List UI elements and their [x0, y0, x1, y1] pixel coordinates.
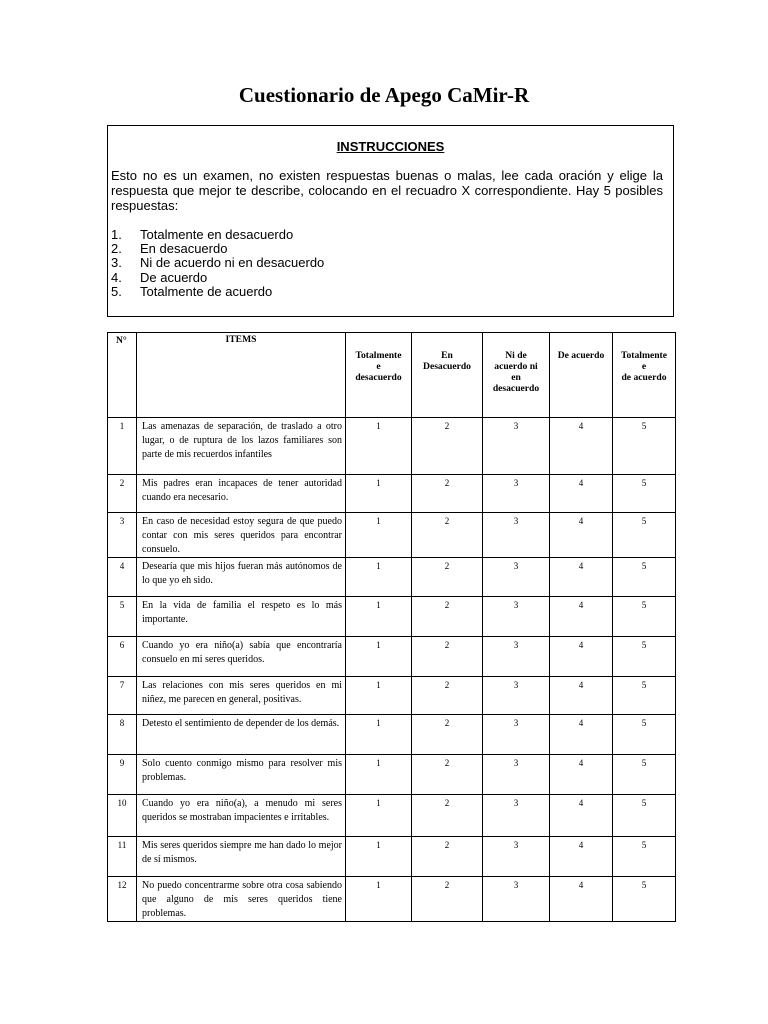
- response-option-5[interactable]: 5: [613, 475, 676, 513]
- item-number: 4: [108, 558, 137, 597]
- response-option-1[interactable]: 1: [346, 837, 412, 877]
- table-row: [108, 837, 676, 877]
- table-row: [108, 755, 676, 795]
- instructions-heading: INSTRUCCIONES: [336, 139, 445, 154]
- response-option-2[interactable]: 2: [412, 677, 483, 715]
- response-option-4[interactable]: 4: [550, 837, 613, 877]
- response-option-5[interactable]: 5: [613, 795, 676, 837]
- questionnaire-table: [107, 332, 676, 922]
- item-number: 11: [108, 837, 137, 877]
- item-text: Las amenazas de separación, de traslado a otro lugar, o de ruptura de los lazos familiares son parte de mis recuerdos infantiles: [137, 418, 346, 475]
- item-text: Desearía que mis hijos fueran más autónomos de lo que yo eh sido.: [137, 558, 346, 597]
- instructions-text: Esto no es un examen, no existen respuestas buenas o malas, lee cada oración y elige la respuesta que mejor te describe, colocando en el recuadro X correspondiente. Hay 5 posibles respuestas:: [111, 168, 663, 213]
- response-option-5[interactable]: 5: [613, 637, 676, 677]
- response-option-4[interactable]: 4: [550, 677, 613, 715]
- item-text: No puedo concentrarme sobre otra cosa sabiendo que alguno de mis seres queridos tiene problemas.: [137, 877, 346, 922]
- response-option-5[interactable]: 5: [613, 837, 676, 877]
- response-option-2[interactable]: 2: [412, 715, 483, 755]
- response-option-2[interactable]: 2: [412, 637, 483, 677]
- header-number: N°: [108, 333, 137, 418]
- response-option-3[interactable]: 3: [483, 677, 550, 715]
- header-line: Totalmente: [620, 350, 667, 361]
- instructions-option: [111, 228, 324, 242]
- response-option-2[interactable]: 2: [412, 795, 483, 837]
- item-text: Cuando yo era niño(a) sabía que encontraría consuelo en mi seres queridos.: [137, 637, 346, 677]
- item-number: 10: [108, 795, 137, 837]
- header-line: Desacuerdo: [423, 361, 471, 372]
- table-body: [108, 418, 676, 922]
- response-option-5[interactable]: 5: [613, 597, 676, 637]
- response-option-3[interactable]: 3: [483, 755, 550, 795]
- item-number: 7: [108, 677, 137, 715]
- header-line: de acuerdo: [621, 372, 667, 383]
- option-label: En desacuerdo: [140, 241, 228, 257]
- response-option-4[interactable]: 4: [550, 558, 613, 597]
- response-option-1[interactable]: 1: [346, 795, 412, 837]
- response-option-2[interactable]: 2: [412, 558, 483, 597]
- response-option-3[interactable]: 3: [483, 637, 550, 677]
- table-row: [108, 475, 676, 513]
- response-option-4[interactable]: 4: [550, 637, 613, 677]
- item-text: En la vida de familia el respeto es lo más importante.: [137, 597, 346, 637]
- response-option-2[interactable]: 2: [412, 877, 483, 922]
- option-number: 5.: [111, 283, 122, 299]
- item-number: 8: [108, 715, 137, 755]
- header-line: En: [441, 350, 453, 361]
- table-row: [108, 877, 676, 922]
- option-number: 3.: [111, 255, 122, 271]
- header-option-1: [346, 333, 412, 418]
- header-line: desacuerdo: [492, 383, 540, 394]
- item-text: Cuando yo era niño(a), a menudo mi seres queridos se mostraban impacientes e irritables.: [137, 795, 346, 837]
- header-line: Totalmente: [355, 350, 402, 361]
- header-line: desacuerdo: [355, 372, 402, 383]
- response-option-1[interactable]: 1: [346, 418, 412, 475]
- header-line: Ni de: [505, 350, 527, 361]
- response-option-3[interactable]: 3: [483, 877, 550, 922]
- header-items: [137, 333, 346, 418]
- option-label: Totalmente en desacuerdo: [140, 227, 294, 242]
- response-option-3[interactable]: 3: [483, 475, 550, 513]
- response-option-5[interactable]: 5: [613, 715, 676, 755]
- item-text: En caso de necesidad estoy segura de que puedo contar con mis seres queridos para encontrar consuelo.: [137, 513, 346, 558]
- table-row: [108, 418, 676, 475]
- option-label: De acuerdo: [140, 269, 208, 285]
- instructions-option: [111, 256, 324, 270]
- response-option-1[interactable]: 1: [346, 513, 412, 558]
- option-label: Ni de acuerdo ni en desacuerdo: [140, 255, 325, 271]
- item-number: 6: [108, 637, 137, 677]
- header-line: De acuerdo: [557, 350, 605, 361]
- response-option-2[interactable]: 2: [412, 418, 483, 475]
- instructions-box: [107, 125, 674, 317]
- response-option-5[interactable]: 5: [613, 677, 676, 715]
- response-option-1[interactable]: 1: [346, 715, 412, 755]
- header-line: e: [641, 361, 647, 372]
- option-number: 4.: [111, 269, 122, 285]
- instructions-options: [111, 228, 324, 299]
- item-number: 12: [108, 877, 137, 922]
- response-option-2[interactable]: 2: [412, 597, 483, 637]
- response-option-2[interactable]: 2: [412, 837, 483, 877]
- table-header-row: [108, 333, 676, 418]
- instructions-option: [111, 271, 324, 285]
- header-option-5: [613, 333, 676, 418]
- response-option-4[interactable]: 4: [550, 715, 613, 755]
- response-option-4[interactable]: 4: [550, 755, 613, 795]
- response-option-3[interactable]: 3: [483, 837, 550, 877]
- response-option-5[interactable]: 5: [613, 513, 676, 558]
- response-option-3[interactable]: 3: [483, 795, 550, 837]
- response-option-3[interactable]: 3: [483, 418, 550, 475]
- item-text: Mis padres eran incapaces de tener autoridad cuando era necesario.: [137, 475, 346, 513]
- response-option-4[interactable]: 4: [550, 475, 613, 513]
- response-option-1[interactable]: 1: [346, 677, 412, 715]
- item-number: 5: [108, 597, 137, 637]
- item-number: 2: [108, 475, 137, 513]
- header-option-2: [412, 333, 483, 418]
- response-option-1[interactable]: 1: [346, 637, 412, 677]
- table-row: [108, 513, 676, 558]
- table-row: [108, 597, 676, 637]
- header-line: e: [376, 361, 381, 372]
- option-label: Totalmente de acuerdo: [140, 283, 273, 299]
- header-line: en: [511, 372, 521, 383]
- table-row: [108, 795, 676, 837]
- response-option-5[interactable]: 5: [613, 558, 676, 597]
- response-option-1[interactable]: 1: [346, 755, 412, 795]
- response-option-1[interactable]: 1: [346, 597, 412, 637]
- instructions-option: [111, 242, 324, 256]
- response-option-5[interactable]: 5: [613, 418, 676, 475]
- response-option-2[interactable]: 2: [412, 475, 483, 513]
- item-text: Solo cuento conmigo mismo para resolver mis problemas.: [137, 755, 346, 795]
- item-text: Detesto el sentimiento de depender de los demás.: [137, 715, 346, 755]
- response-option-3[interactable]: 3: [483, 558, 550, 597]
- header-line: acuerdo ni: [494, 361, 538, 372]
- response-option-3[interactable]: 3: [483, 597, 550, 637]
- response-option-2[interactable]: 2: [412, 513, 483, 558]
- document-title: Cuestionario de Apego CaMir-R: [238, 83, 530, 107]
- response-option-3[interactable]: 3: [483, 715, 550, 755]
- table-row: [108, 558, 676, 597]
- response-option-4[interactable]: 4: [550, 597, 613, 637]
- response-option-3[interactable]: 3: [483, 513, 550, 558]
- response-option-1[interactable]: 1: [346, 558, 412, 597]
- instructions-option: [111, 285, 324, 299]
- item-number: 1: [108, 418, 137, 475]
- response-option-5[interactable]: 5: [613, 877, 676, 922]
- option-number: 2.: [111, 241, 122, 257]
- table-row: [108, 637, 676, 677]
- item-number: 9: [108, 755, 137, 795]
- option-number: 1.: [111, 227, 122, 242]
- response-option-2[interactable]: 2: [412, 755, 483, 795]
- table-row: [108, 715, 676, 755]
- response-option-4[interactable]: 4: [550, 877, 613, 922]
- item-text: Mis seres queridos siempre me han dado lo mejor de sí mismos.: [137, 837, 346, 877]
- item-number: 3: [108, 513, 137, 558]
- item-text: Las relaciones con mis seres queridos en mi niñez, me parecen en general, positivas.: [137, 677, 346, 715]
- response-option-4[interactable]: 4: [550, 418, 613, 475]
- header-option-4: [550, 333, 613, 418]
- header-option-3: [483, 333, 550, 418]
- response-option-4[interactable]: 4: [550, 513, 613, 558]
- response-option-1[interactable]: 1: [346, 877, 412, 922]
- header-items-label: ITEMS: [225, 334, 257, 345]
- response-option-5[interactable]: 5: [613, 755, 676, 795]
- response-option-4[interactable]: 4: [550, 795, 613, 837]
- response-option-1[interactable]: 1: [346, 475, 412, 513]
- table-row: [108, 677, 676, 715]
